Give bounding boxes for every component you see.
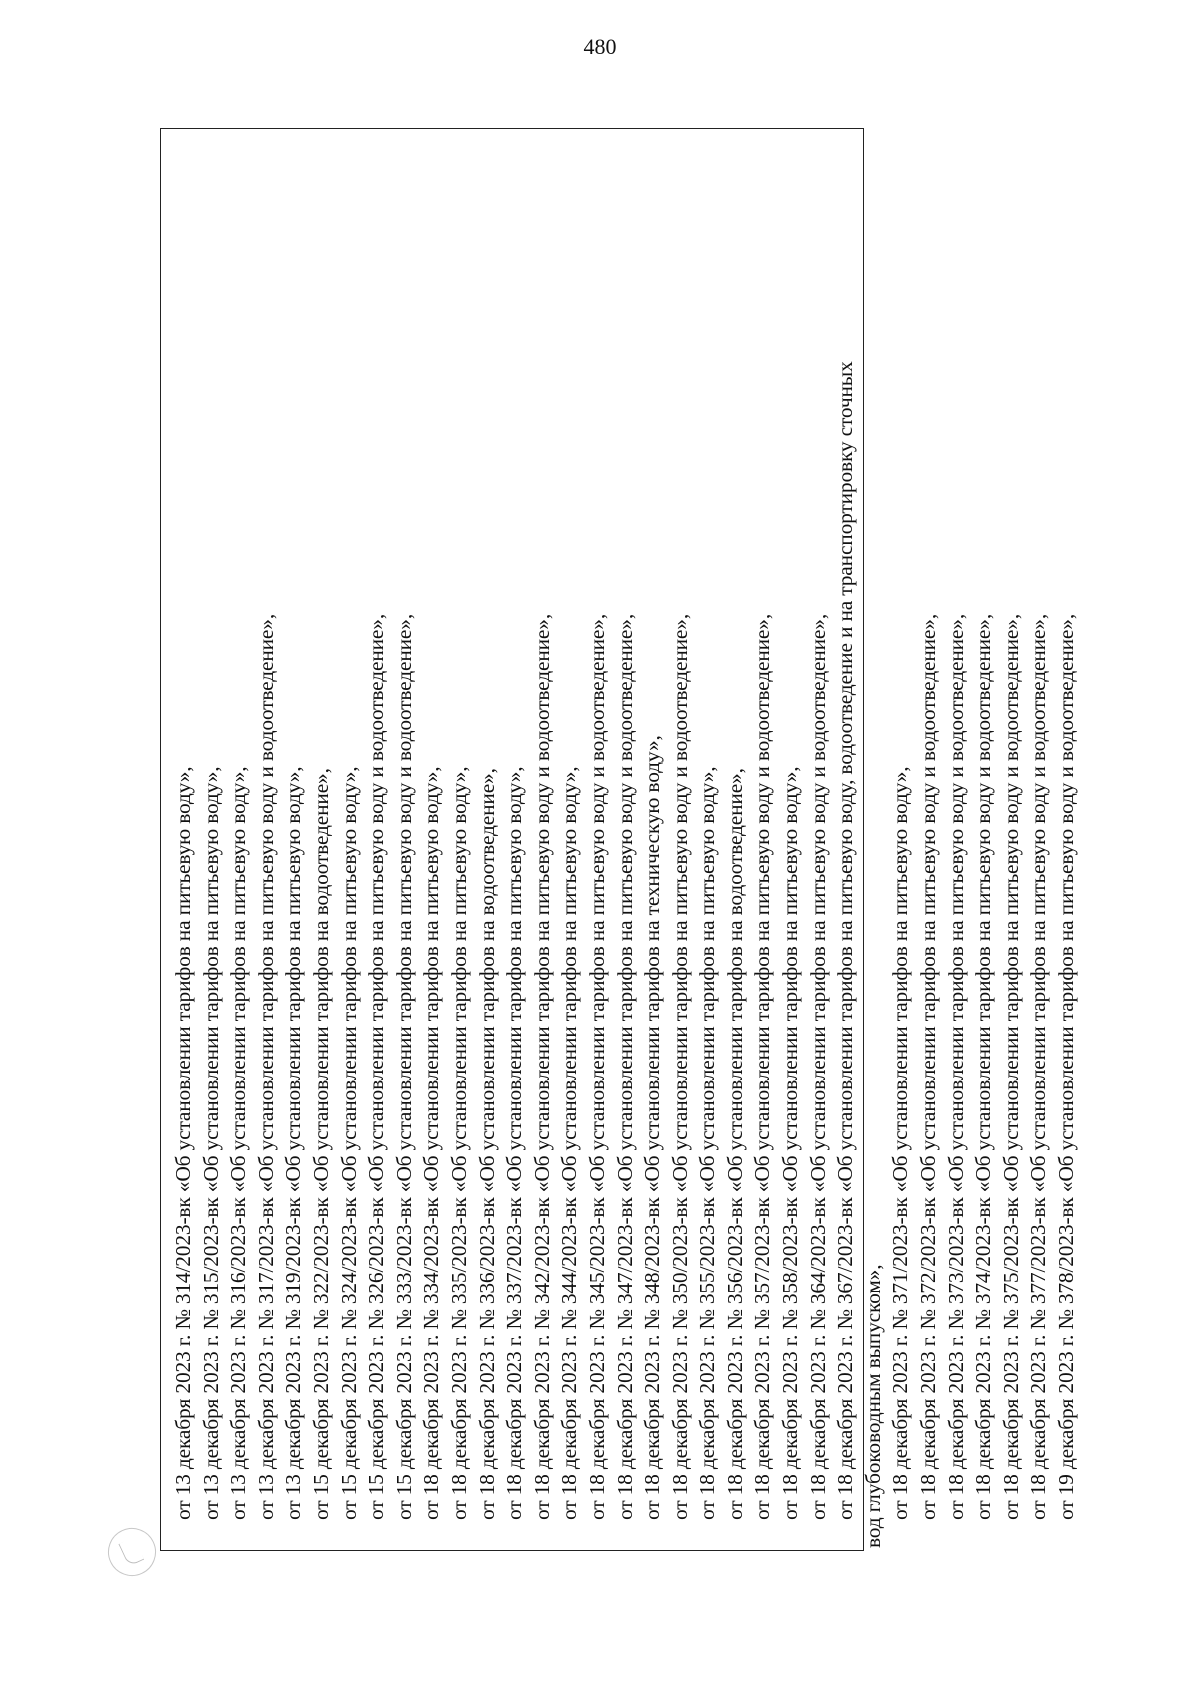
list-item: от 19 декабря 2023 г. № 378/2023-вк «Об установлении тарифов на питьевую воду и водоотведение», xyxy=(1054,613,1078,1520)
list-item: от 15 декабря 2023 г. № 322/2023-вк «Об установлении тарифов на водоотведение», xyxy=(308,768,333,1520)
list-item: от 18 декабря 2023 г. № 372/2023-вк «Об установлении тарифов на питьевую воду и водоотведение», xyxy=(916,613,941,1520)
list-item: от 13 декабря 2023 г. № 316/2023-вк «Об установлении тарифов на питьевую воду», xyxy=(226,766,251,1520)
list-item: от 13 декабря 2023 г. № 315/2023-вк «Об установлении тарифов на питьевую воду», xyxy=(198,766,223,1520)
page-number: 480 xyxy=(583,34,617,59)
handwritten-mark-icon xyxy=(100,1520,164,1584)
list-item: от 18 декабря 2023 г. № 348/2023-вк «Об установлении тарифов на техническую воду», xyxy=(640,735,665,1520)
list-item: от 18 декабря 2023 г. № 335/2023-вк «Об установлении тарифов на питьевую воду», xyxy=(446,766,471,1520)
list-item: от 13 декабря 2023 г. № 317/2023-вк «Об установлении тарифов на питьевую воду и водоотведение», xyxy=(253,613,278,1520)
resolution-list xyxy=(170,138,1090,1548)
list-item: от 18 декабря 2023 г. № 345/2023-вк «Об установлении тарифов на питьевую воду и водоотведение», xyxy=(584,613,609,1520)
list-item: от 18 декабря 2023 г. № 374/2023-вк «Об установлении тарифов на питьевую воду и водоотведение», xyxy=(971,613,996,1520)
list-item: от 18 декабря 2023 г. № 342/2023-вк «Об установлении тарифов на питьевую воду и водоотведение», xyxy=(529,613,554,1520)
list-item: от 13 декабря 2023 г. № 314/2023-вк «Об установлении тарифов на питьевую воду», xyxy=(171,766,195,1520)
list-item: от 15 декабря 2023 г. № 333/2023-вк «Об установлении тарифов на питьевую воду и водоотведение», xyxy=(391,613,416,1520)
list-item: от 15 декабря 2023 г. № 324/2023-вк «Об установлении тарифов на питьевую воду», xyxy=(336,766,361,1520)
list-item: от 18 декабря 2023 г. № 367/2023-вк «Об установлении тарифов на питьевую воду, водоотведение и на транспортировку сточных xyxy=(833,361,858,1520)
list-item: от 18 декабря 2023 г. № 371/2023-вк «Об установлении тарифов на питьевую воду», xyxy=(888,766,913,1520)
list-item: от 18 декабря 2023 г. № 358/2023-вк «Об установлении тарифов на питьевую воду», xyxy=(778,766,803,1520)
list-item: от 18 декабря 2023 г. № 336/2023-вк «Об установлении тарифов на водоотведение», xyxy=(474,768,499,1520)
list-item: от 18 декабря 2023 г. № 364/2023-вк «Об установлении тарифов на питьевую воду и водоотведение», xyxy=(805,613,830,1520)
list-item: от 18 декабря 2023 г. № 373/2023-вк «Об установлении тарифов на питьевую воду и водоотведение», xyxy=(943,613,968,1520)
list-item: от 15 декабря 2023 г. № 326/2023-вк «Об установлении тарифов на питьевую воду и водоотведение», xyxy=(364,613,389,1520)
list-item: от 18 декабря 2023 г. № 355/2023-вк «Об установлении тарифов на питьевую воду», xyxy=(695,766,720,1520)
list-item: от 18 декабря 2023 г. № 377/2023-вк «Об установлении тарифов на питьевую воду и водоотведение», xyxy=(1026,613,1051,1520)
list-item: от 18 декабря 2023 г. № 337/2023-вк «Об установлении тарифов на питьевую воду», xyxy=(502,766,527,1520)
list-item: от 18 декабря 2023 г. № 350/2023-вк «Об установлении тарифов на питьевую воду и водоотведение», xyxy=(667,613,692,1520)
list-item: от 18 декабря 2023 г. № 375/2023-вк «Об установлении тарифов на питьевую воду и водоотведение», xyxy=(998,613,1023,1520)
list-item: вод глубоководным выпуском», xyxy=(860,1264,885,1548)
list-item: от 18 декабря 2023 г. № 356/2023-вк «Об установлении тарифов на водоотведение», xyxy=(722,768,747,1520)
list-item: от 18 декабря 2023 г. № 344/2023-вк «Об установлении тарифов на питьевую воду», xyxy=(557,766,582,1520)
list-item: от 18 декабря 2023 г. № 347/2023-вк «Об установлении тарифов на питьевую воду и водоотведение», xyxy=(612,613,637,1520)
list-item: от 18 декабря 2023 г. № 334/2023-вк «Об установлении тарифов на питьевую воду», xyxy=(419,766,444,1520)
list-item: от 13 декабря 2023 г. № 319/2023-вк «Об установлении тарифов на питьевую воду», xyxy=(281,766,306,1520)
list-item: от 18 декабря 2023 г. № 357/2023-вк «Об установлении тарифов на питьевую воду и водоотведение», xyxy=(750,613,775,1520)
